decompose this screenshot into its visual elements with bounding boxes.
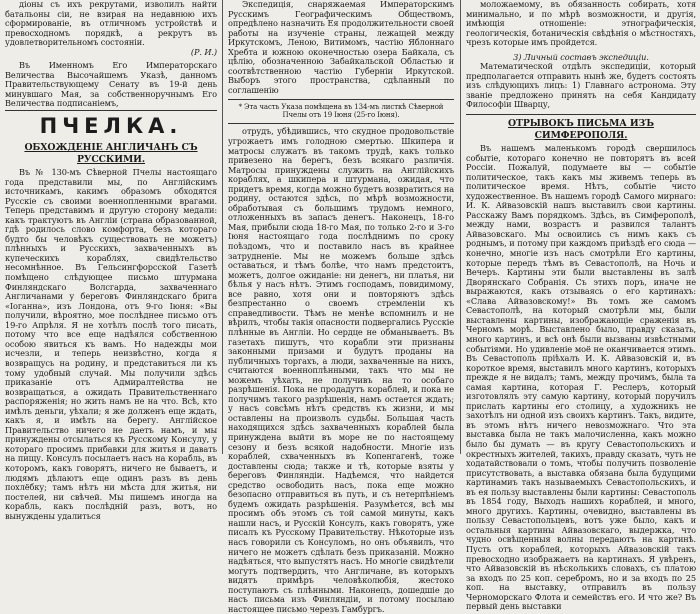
article-title-simferopol: ОТРЫВОКЪ ПИСЬМА ИЗЪ СИМФЕРОПОЛЯ. (508, 118, 654, 142)
column-rule-left (222, 0, 223, 454)
section-heading-staff: 3) Личный составъ экспедиціи. (513, 51, 649, 62)
article-body-simferopol: Въ нашемъ маленькомъ городѣ свершилось событіе, котораго конечно не повторятъ въ всей Россіи. Пожалуй, подумаете вы — событіе политическое, такъ какъ мы живемъ теперь въ политическое время. Нѣтъ, событіе чисто художественное. Въ нашемъ городѣ Самого мирнаго: И. К. Айвазовскій нашъ выставилъ свои картины. Расскажу Вамъ порядкомъ. Здѣсь, въ Симферополѣ, между нами, возрастъ и развился талантъ Айвазовскаго. Мы освоились съ нимъ какъ съ роднымъ, и потому при каждомъ приѣздѣ его сюда — конечно, многіе изъ насъ смотрѣли Его картины, которые передъ тѣмъ въ Севастополѣ, на Ночь и Вечеръ. Картины эти были выставлены въ залѣ Дворянскаго Собранія. Съ этихъ поръ, иначе не выражаются, какъ отзываясь о его картинахъ: «Слава Айвазовскому!» Въ томъ же самомъ Севастополѣ, на который смотрѣли мы, были выставлены картины, изображающіе сраженія въ Черномъ морѣ. Выставлено было, правду сказать, много картинъ, и всѣ онѣ были вызваны извѣстными событіями. Но удивленіе моё не оканчивается этимъ. Въ Севастополь пріѣхалъ И. К. Айвазовскій и, въ короткое время, выставилъ много картинъ, которыхъ прежде я не видалъ; тамъ, между прочимъ, была та самая картина, которая Г. Реслеръ, который изготовлялъ эту самую картину, который поручилъ прислать картины его столицу, а художникъ не захотѣлъ ни одной изъ своихъ картинъ. Такъ, видите, въ этомъ нѣтъ ничего невозможнаго. Что эта выставка была не такъ малочисленна, какъ можно было бы думать — въ кругу Севастопольскихъ и окрестныхъ жителей, такихъ, правду сказать, чуть не ходатайствовали о томъ, чтобы получить позволеніе присутствовать, а выставка обязана была будущими картинамиъ такъ называемыхъ Севастопольскихъ, и въ ея пользу выставлены были картины: Севастополь въ 1854 году, Выходъ нашихъ кораблей, и много, много другихъ. Картины, очевидно, выставлены въ пользу Севастопольцевъ, вотъ уже было, какъ и остальныя картины Айвазовскаго, выдержка, что чудно освѣщенныя волны передаютъ на картинѣ. Пусть отъ кораблей, которыхъ Айвазовскій такъ превосходно изображаетъ на картинахъ. Я увѣренъ, что Айвазовскій въ нѣсколькихъ словахъ, съ платою за входъ по 25 коп. серебромъ, но и за входъ по 25 коп. на выставку, отправилъ въ пользу Черноморскаго Флота и семействъ его. И что же? Въ первый день выставки (466, 143, 696, 612)
paragraph-staff: Математической отдѣлъ экспедиціи, который предполагается отправить нынѣ же, будетъ состоять изъ слѣдующихъ лицъ: 1) Главнаго астронома. Эту званіе предложено принять на себя Кандидату Философіи Шварцу, (466, 61, 696, 110)
source-signature: (Р. И.) (190, 46, 217, 57)
section-divider (5, 110, 217, 111)
section-divider (228, 123, 454, 124)
article-body-english: Въ № 130-мъ Сѣверной Пчелы настоящаго года представили мы, по Англійскимъ источникамъ, какимъ образомъ обходятся Русскіе съ своими военнопленными врагами. Теперь представимъ и другую сторону медали: какъ трактуютъ въ Англіи (страна образованной, гдѣ родилось слово комфорта, безъ котораго будто бы человѣкъ существовать не можетъ) плѣнныхъ и Русскихъ, захваченныхъ въ купеческихъ кораблях, свидѣтельство несомнѣнное. Въ Гельсингфорсской Газетѣ помѣщено слѣдующее письмо штурмана Финляндскаго Волсгарда, захваченнаго Англичанами у береговъ Финляндскаго брига «Іоганна», изъ Лондона, отъ 9-го Іюня: «Вы получили, вѣроятно, мое послѣднее письмо отъ 19-го Апрѣля. Я не хотѣлъ послѣ того писать, потому что все еще надѣялся собственною особою явиться къ вамъ. Но надежды мои исчезли, и теперь неизвѣстно, когда я возвращусь на родину, и представиться ли къ тому удобный случай. Мы получили здѣсь приказаніе отъ Адмиралтейства не возвращаться, а ожидать Правительственнаго распоряженія; но жить намъ не на что. Всѣ, кто имѣлъ деньги, уѣхали; я же долженъ еще ждать, какъ я, и имѣть на берегу. Англійское Правительство ничего не даетъ намъ, и мы принуждены отсылаться къ Русскому Консулу, у котораго просимъ прибавки для житья и давать на пищу. Консулъ посылаетъ насъ на корабль, въ которомъ, какъ говорятъ, ничего не бываетъ, и людямъ дѣлаютъ еще одинъ разъ въ день похлёбку; тамъ нѣтъ ни мѣста для житья, ни постелей, ни свѣчей. Мы пишемъ иногда на корабль, какъ послѣдній разъ, вотъ, но вынуждены удалиться (5, 167, 217, 521)
masthead: ПЧЕЛКА. (39, 114, 183, 139)
column-middle (228, 0, 454, 614)
footnote: * Эта часть Указа помѣщена въ 134-мъ листкѣ Сѣверной Пчелы отъ 19 Іюня (25-го Іюня). (238, 103, 444, 120)
column-rule-right (460, 0, 461, 454)
paragraph-top: діоны съ ихъ рекрутами, изволилъ найти батальоны сіи, не взирая на недавнюю ихъ сформированіе, въ отличномъ устройствѣ и превосходномъ порядкѣ, а рекрутъ въ удовлетворительномъ состояніи. (5, 0, 217, 48)
paragraph-expedition: Экспедиція, снаряжаемая Императорскимъ Русскимъ Географическимъ Обществомъ, опредѣлено назначить Ея продолжительности своей работы на изученіе страны, лежащей между Иркутскомъ, Леною, Витимомъ, частію Яблоннаго Хребта и южною оконечностью озера Байкала, съ цѣлію, обозначенною Забайкальской Областью и соотвѣтственною частію Губерніи Иркутской. Выборъ этого пространства, сдѣланный по соглашенію (228, 0, 454, 95)
column-left (5, 0, 217, 521)
article-body-continued: отрудъ, убѣдившись, что скудное продовольствіе угрожаетъ имъ голодною смертью. Шкипера и матросы служатъ въ такомъ трудѣ, какъ только привезено на берегъ, безъ всякаго различія. Матросы принуждены служить на Англійскихъ кораблях, а шкипера и штурмана, ожидая, что придетъ время, когда можно будетъ возвратиться на родину, остаются здѣсь, по мѣрѣ возможности, обработывая съ большимъ трудомъ немного, отложенныхъ въ запасъ денегъ. Наконецъ, 18-го Мая, прибыли сюда 18-го Мая, по только 2-го и 3-го Іюня настоящаго года послѣднимъ по сроку поѣздомъ, что и поставило насъ въ крайнее затрудненіе. Мы не можемъ больше здѣсь оставаться, и тѣмъ болѣе, что намъ предстоитъ, можетъ, долгое ожиданіе: ни денегъ, ни платья, ни бѣлья у насъ нѣтъ. Этимъ господамъ, повидимому, все равно, хотя они и повторяютъ здѣсь безпрестанно о своемъ стремленіи къ справедливости. Тѣмъ не менѣе вспомнилъ и не вѣрилъ, чтобы такія опасности подвергались Русскіе плѣнные въ Англіи. Но сердце не обманываетъ. Въ газетахъ пишутъ, что корабли эти признаны законными призами и будутъ проданы на публичныхъ торгахъ, а люди, захваченные на нихъ, считаются военноплѣнными, такъ что мы не можемъ уѣхать, не получивъ на то особаго разрѣшенія. Пока не продадутъ кораблей, и пока не получимъ такого разрѣшенія, намъ остается ждать; у насъ совсѣмъ нѣтъ средствъ къ жизни, и мы оставлены на произволъ судьбы. Большая часть находящихся здѣсь захваченныхъ кораблей была принуждена выйти въ море не по настоящему сезону и безъ всякой надобности. Многіе изъ кораблей, схваченныхъ въ Копенгагенѣ, тоже доставлены сюда; также и тѣ, которые взяты у береговъ Финляндіи. Надѣемся, что найдется средство освободить насъ, пока еще можно безопасно отправиться въ путь, и съ нетерпѣніемъ будемъ ожидать разрѣшенія. Разумѣется, всѣ мы просимъ объ этомъ съ той самой минуты, какъ нашли насъ, и Русскій Консулъ, какъ говорятъ, уже писалъ къ Русскому Правительству. Нѣкоторые изъ насъ говорили съ Консуломъ, но онъ объявилъ, что ничего не можетъ сдѣлать безъ приказаній. Можно надѣяться, что выпустятъ насъ. Но многіе свидѣтели могутъ подтвердить, что Англичане, въ которыхъ видятъ примѣръ человѣколюбія, жестоко поступаютъ съ плѣнными. Наконецъ, дошедшіе до насъ письма изъ Финляндіи, и потому посылаю настоящее письмо черезъ Гамбургъ. (228, 126, 454, 614)
paragraph-instructions: моложаемому, въ обязанность собирать, хотя минимально, и по мѣрѣ возможности, и другія, имѣющія отношеніе: этнографическія, геологическія, ботаническія свѣдѣнія о мѣстностяхъ, чрезъ которые имъ пройдется. (466, 0, 696, 48)
column-right (466, 0, 696, 612)
article-title-english: ОБХОЖДЕНІЕ АНГЛИЧАНЪ СЪ РУССКИМИ. (24, 142, 198, 166)
section-divider (466, 114, 696, 115)
decree-notice: Въ Именномъ Его Императорскаго Величества Высочайшемъ Указѣ, данномъ Правительствующему Сенату въ 19-й день минувшаго Мая, за собственноручнымъ Его Величества подписаніемъ, (5, 60, 217, 109)
footnote-divider (228, 99, 454, 100)
